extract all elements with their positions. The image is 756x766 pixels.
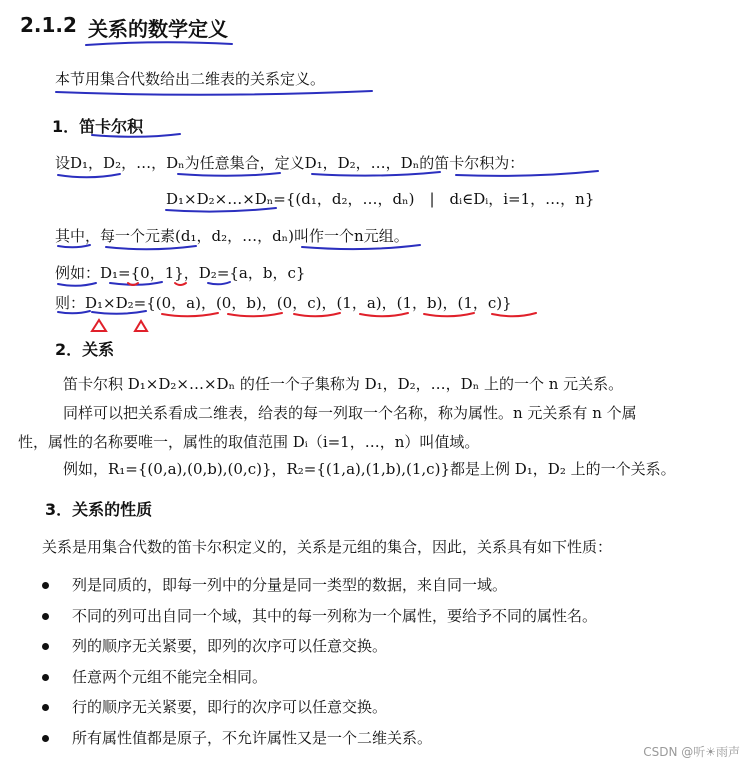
heading-cartesian-product: 1．笛卡尔积 bbox=[52, 117, 144, 136]
list-item: 列是同质的，即每一列中的分量是同一类型的数据，来自同一域。 bbox=[42, 570, 732, 601]
heading-relation: 2．关系 bbox=[55, 340, 115, 359]
list-item: 所有属性值都是原子，不允许属性又是一个二维关系。 bbox=[42, 723, 732, 754]
bullet-icon bbox=[42, 582, 49, 589]
definition-text: 设D₁，D₂，…，Dₙ为任意集合，定义D₁，D₂，…，Dₙ的笛卡尔积为： bbox=[55, 154, 525, 172]
relation-line-3: 性，属性的名称要唯一，属性的取值范围 Dᵢ（i=1，…，n）叫值域。 bbox=[18, 433, 480, 451]
bullet-icon bbox=[42, 643, 49, 650]
watermark: CSDN @听☀雨声 bbox=[643, 745, 740, 759]
intro-text: 本节用集合代数给出二维表的关系定义。 bbox=[55, 70, 326, 88]
tuple-text: 其中，每一个元素(d₁，d₂，…，dₙ)叫作一个n元组。 bbox=[55, 227, 409, 245]
list-item: 列的顺序无关紧要，即列的次序可以任意交换。 bbox=[42, 631, 732, 662]
relation-line-1: 笛卡尔积 D₁×D₂×…×Dₙ 的任一个子集称为 D₁，D₂，…，Dₙ 上的一个 n 元关系。 bbox=[63, 375, 624, 393]
properties-list bbox=[42, 570, 732, 753]
bullet-icon bbox=[42, 735, 49, 742]
heading-relation-properties: 3．关系的性质 bbox=[45, 500, 153, 519]
relation-line-2: 同样可以把关系看成二维表，给表的每一列取一个名称，称为属性。n 元关系有 n 个属 bbox=[63, 404, 637, 422]
example-result: 则：D₁×D₂={(0，a)，(0，b)，(0，c)，(1，a)，(1，b)，(1，c)} bbox=[55, 294, 512, 312]
section-title: 关系的数学定义 bbox=[88, 17, 228, 41]
list-item: 不同的列可出自同一个域，其中的每一列称为一个属性，要给予不同的属性名。 bbox=[42, 601, 732, 632]
relation-line-4: 例如，R₁={(0,a),(0,b),(0,c)}，R₂={(1,a),(1,b),(1,c)}都是上例 D₁，D₂ 上的一个关系。 bbox=[63, 460, 676, 478]
list-item: 任意两个元组不能完全相同。 bbox=[42, 662, 732, 693]
list-item: 行的顺序无关紧要，即行的次序可以任意交换。 bbox=[42, 692, 732, 723]
bullet-icon bbox=[42, 613, 49, 620]
properties-intro: 关系是用集合代数的笛卡尔积定义的，关系是元组的集合，因此，关系具有如下性质： bbox=[42, 538, 613, 556]
bullet-icon bbox=[42, 674, 49, 681]
cartesian-formula: D₁×D₂×…×Dₙ={(d₁，d₂，…，dₙ) | dᵢ∈Dᵢ，i=1，…，n} bbox=[166, 190, 595, 208]
example-sets: 例如：D₁={0，1}，D₂={a，b，c} bbox=[55, 264, 306, 282]
section-number: 2.1.2 bbox=[20, 13, 77, 37]
bullet-icon bbox=[42, 704, 49, 711]
